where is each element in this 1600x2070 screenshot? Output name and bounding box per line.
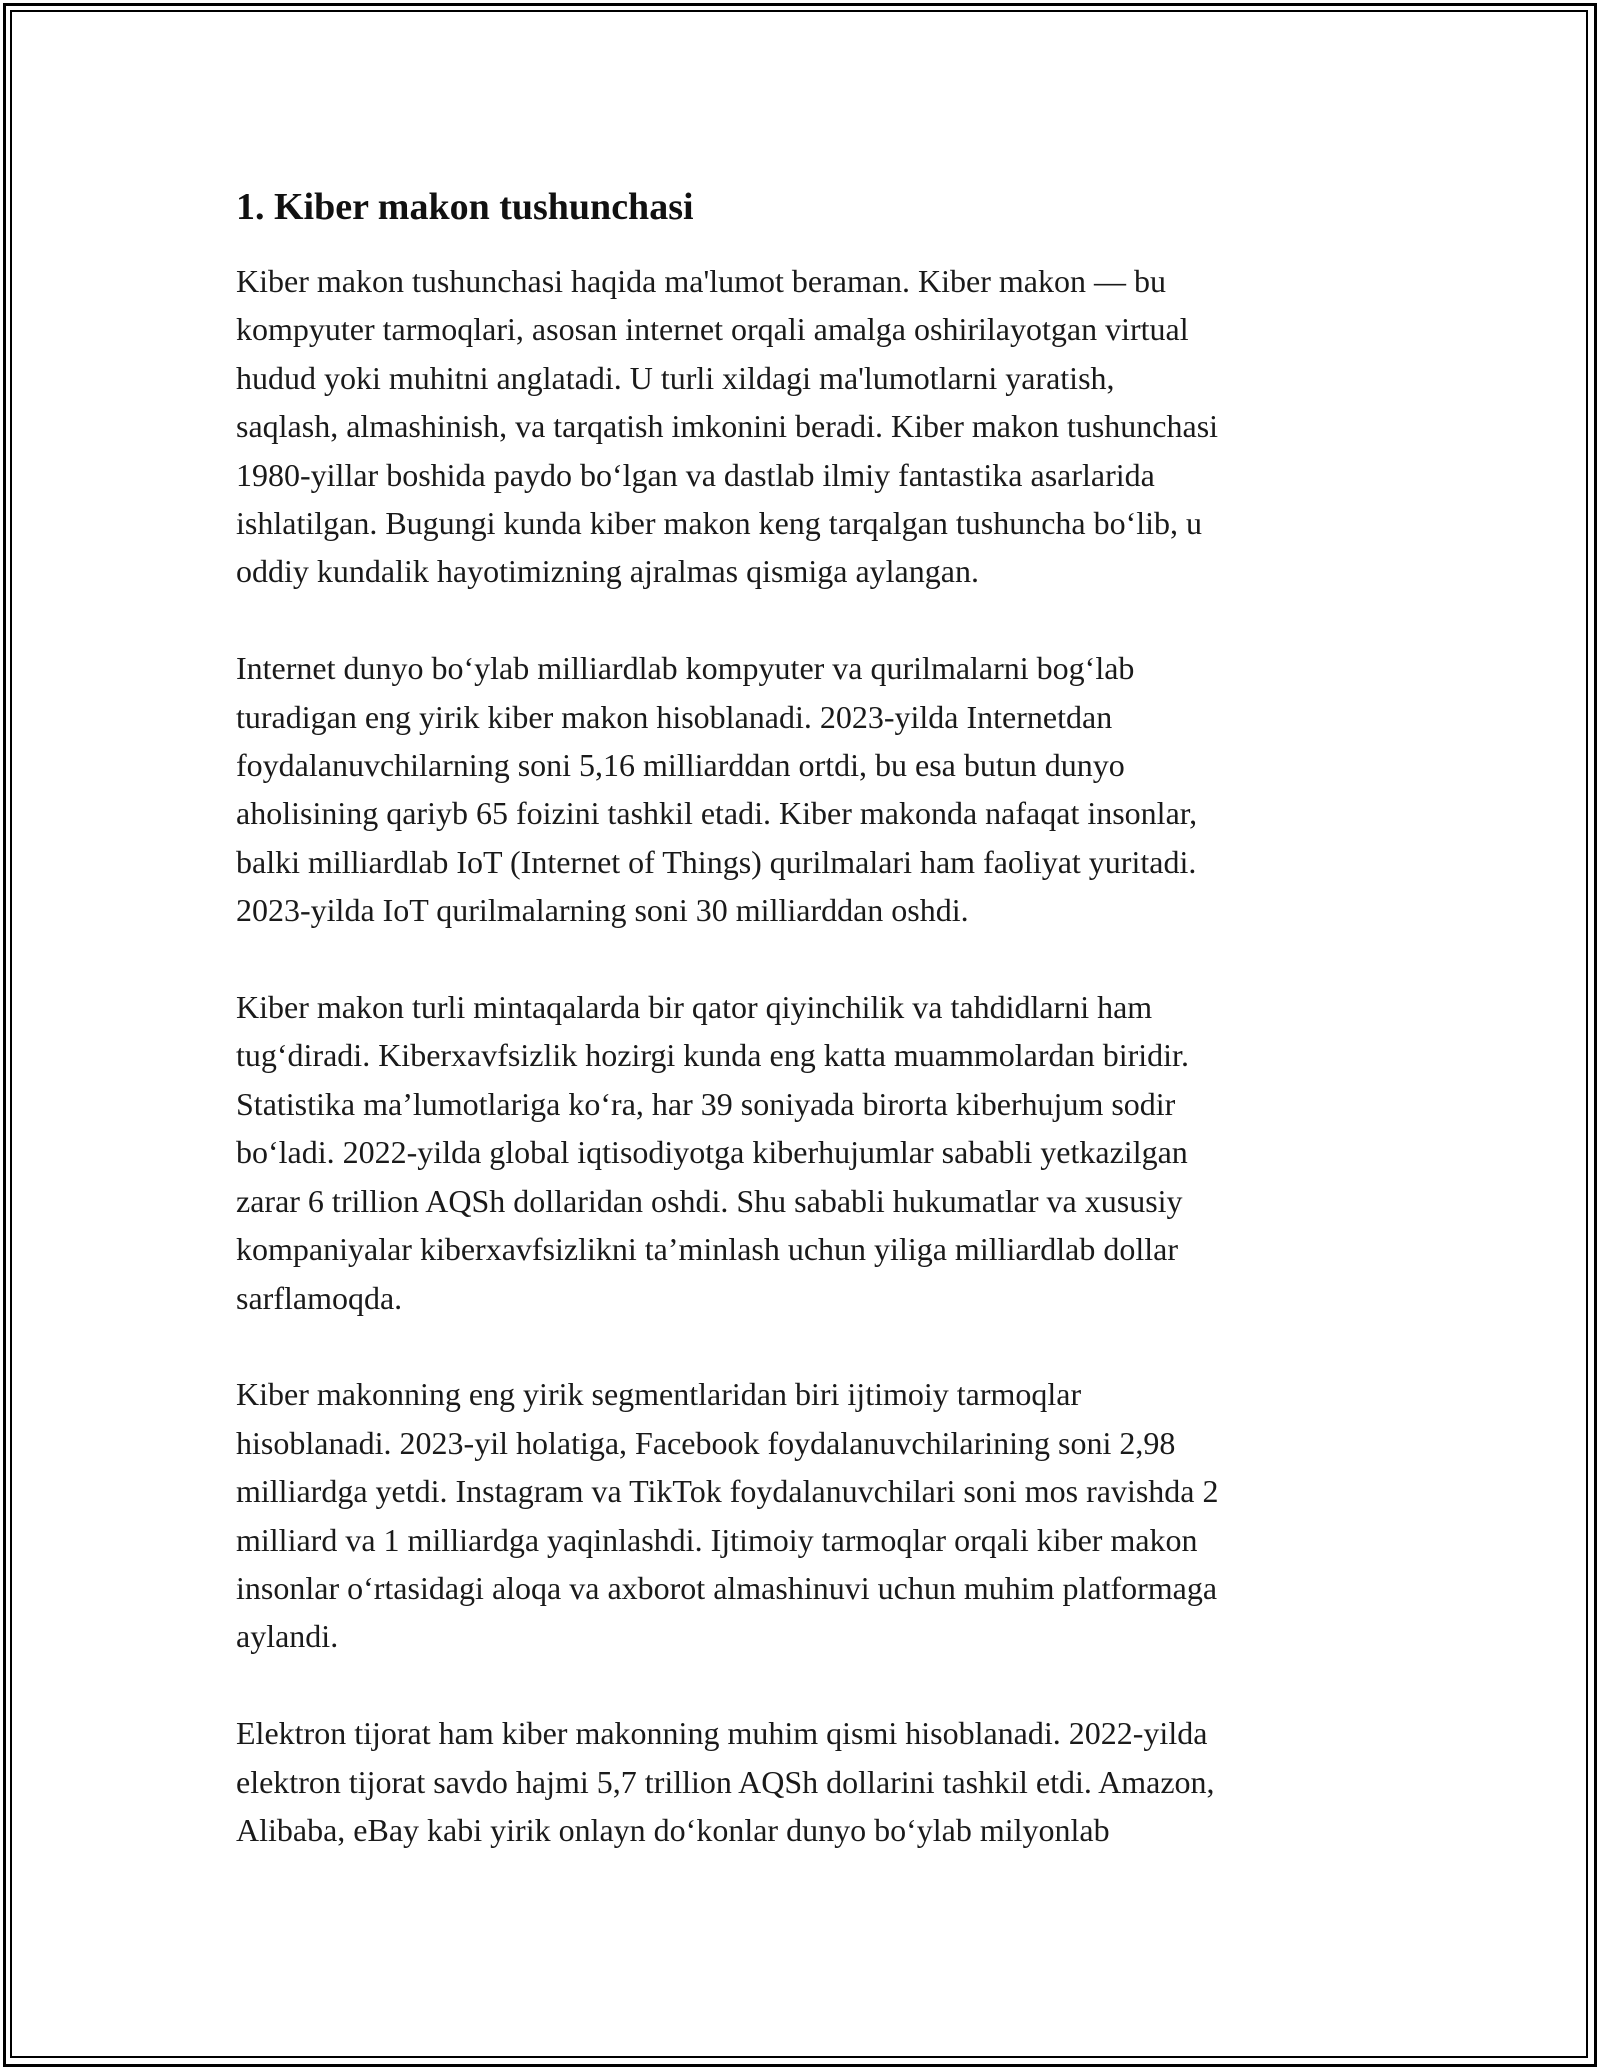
section-heading: 1. Kiber makon tushunchasi xyxy=(236,186,694,228)
text-line: Kiber makon turli mintaqalarda bir qator qiyinchilik va tahdidlarni ham xyxy=(236,989,1153,1026)
paragraph-3 xyxy=(236,983,1376,1322)
text-line: zarar 6 trillion AQSh dollaridan oshdi. Shu sababli hukumatlar va xususiy xyxy=(236,1182,1183,1219)
text-line: insonlar oʻrtasidagi aloqa va axborot almashinuvi uchun muhim platformaga xyxy=(236,1569,1218,1606)
text-line: foydalanuvchilarning soni 5,16 milliarddan ortdi, bu esa butun dunyo xyxy=(236,747,1125,784)
text-line: ishlatilgan. Bugungi kunda kiber makon keng tarqalgan tushuncha boʻlib, u xyxy=(236,505,1203,542)
text-line: kompyuter tarmoqlari, asosan internet orqali amalga oshirilayotgan virtual xyxy=(236,311,1189,348)
text-line: balki milliardlab IoT (Internet of Things) qurilmalari ham faoliyat yuritadi. xyxy=(236,843,1197,880)
text-line: saqlash, almashinish, va tarqatish imkonini beradi. Kiber makon tushunchasi xyxy=(236,408,1219,445)
text-line: hisoblanadi. 2023-yil holatiga, Facebook foydalanuvchilarining soni 2,98 xyxy=(236,1424,1176,1461)
text-line: Kiber makon tushunchasi haqida ma'lumot beraman. Kiber makon — bu xyxy=(236,263,1166,299)
text-line: kompaniyalar kiberxavfsizlikni taʼminlash uchun yiliga milliardlab dollar xyxy=(236,1231,1178,1268)
document-content xyxy=(236,183,1376,1903)
text-line: oddiy kundalik hayotimizning ajralmas qismiga aylangan. xyxy=(236,553,979,590)
text-line: turadigan eng yirik kiber makon hisoblanadi. 2023-yilda Internetdan xyxy=(236,698,1113,735)
paragraph-1 xyxy=(236,257,1376,596)
text-line: Kiber makonning eng yirik segmentlaridan biri ijtimoiy tarmoqlar xyxy=(236,1376,1082,1413)
text-line: hudud yoki muhitni anglatadi. U turli xildagi ma'lumotlarni yaratish, xyxy=(236,359,1115,396)
text-line: tugʻdiradi. Kiberxavfsizlik hozirgi kunda eng katta muammolardan biridir. xyxy=(236,1037,1189,1074)
text-line: 2023-yilda IoT qurilmalarning soni 30 milliarddan oshdi. xyxy=(236,892,969,929)
text-line: 1980-yillar boshida paydo boʻlgan va dastlab ilmiy fantastika asarlarida xyxy=(236,456,1155,493)
text-line: Alibaba, eBay kabi yirik onlayn doʻkonlar dunyo boʻylab milyonlab xyxy=(236,1811,1110,1848)
text-line: milliardga yetdi. Instagram va TikTok foydalanuvchilari soni mos ravishda 2 xyxy=(236,1473,1219,1510)
text-line: boʻladi. 2022-yilda global iqtisodiyotga kiberhujumlar sababli yetkazilgan xyxy=(236,1134,1188,1171)
paragraph-5 xyxy=(236,1709,1376,1854)
text-line: Internet dunyo boʻylab milliardlab kompyuter va qurilmalarni bogʻlab xyxy=(236,650,1135,687)
paragraph-2 xyxy=(236,644,1376,934)
text-line: sarflamoqda. xyxy=(236,1279,403,1316)
text-line: Elektron tijorat ham kiber makonning muhim qismi hisoblanadi. 2022-yilda xyxy=(236,1715,1208,1752)
paragraph-4 xyxy=(236,1370,1376,1660)
text-line: milliard va 1 milliardga yaqinlashdi. Ijtimoiy tarmoqlar orqali kiber makon xyxy=(236,1521,1198,1558)
text-line: Statistika maʼlumotlariga koʻra, har 39 soniyada birorta kiberhujum sodir xyxy=(236,1085,1176,1122)
text-line: aylandi. xyxy=(236,1618,339,1655)
text-line: aholisining qariyb 65 foizini tashkil etadi. Kiber makonda nafaqat insonlar, xyxy=(236,795,1198,832)
text-line: elektron tijorat savdo hajmi 5,7 trillion AQSh dollarini tashkil etdi. Amazon, xyxy=(236,1763,1215,1800)
